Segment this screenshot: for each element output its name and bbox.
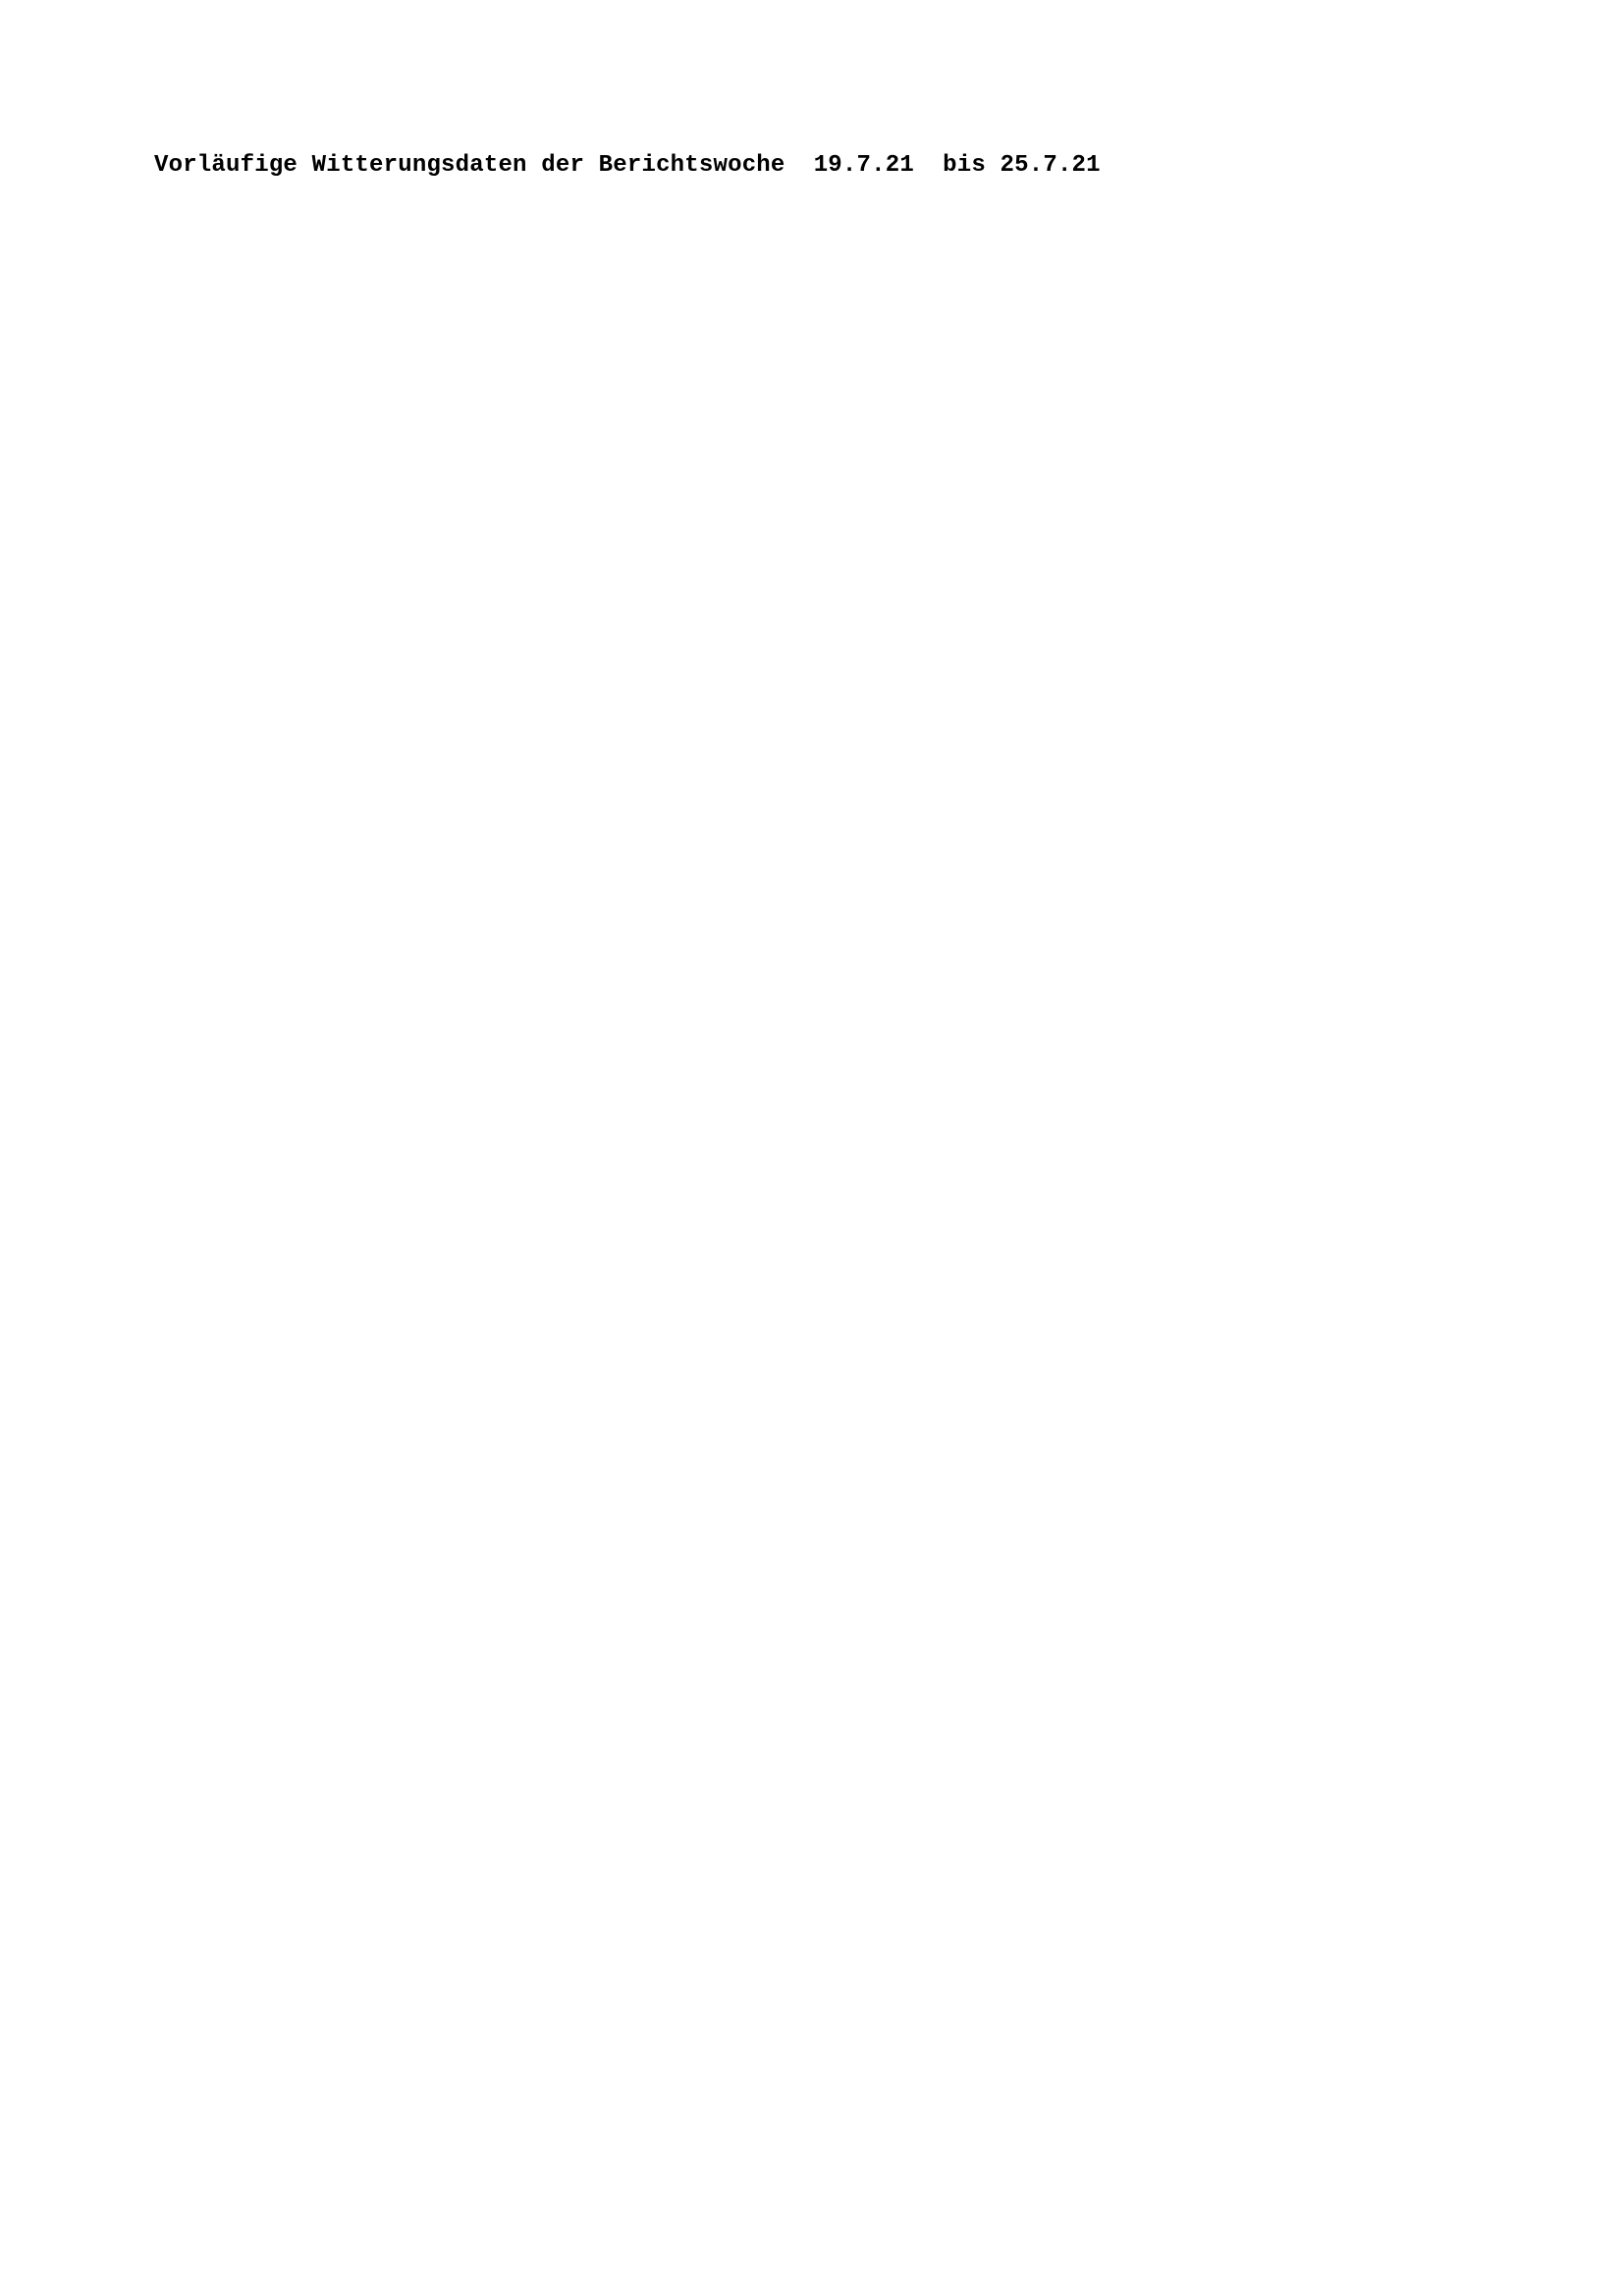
page-title: Vorläufige Witterungsdaten der Berichtswoche 19.7.21 bis 25.7.21 <box>154 152 1101 179</box>
